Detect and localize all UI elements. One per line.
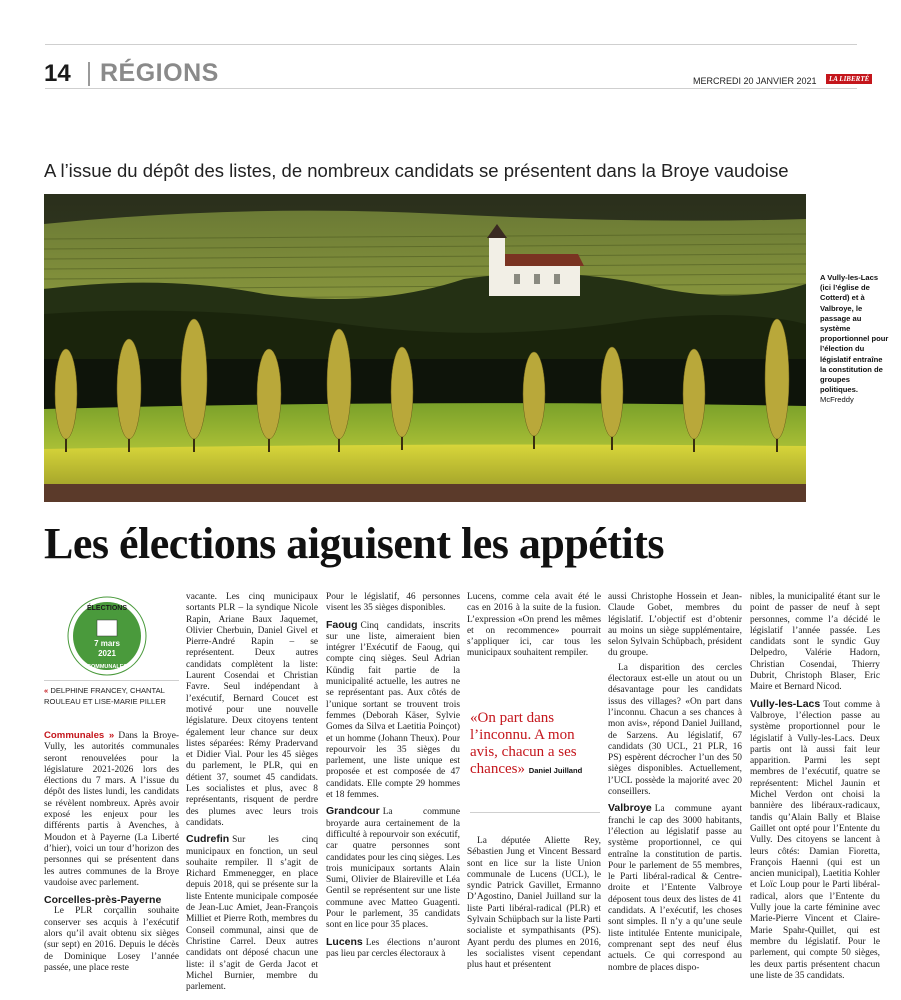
- pull-quote: [470, 710, 600, 779]
- pull-quote-author: Daniel Juilland: [528, 766, 583, 775]
- brand-logo: LA LIBERTÉ: [826, 74, 872, 84]
- caption-text: A Vully-les-Lacs (ici l’église de Cotterd) et à Valbroye, le passage au système proportionnel pour l’élection du législatif entraîne la constitution de groupes politiques.: [820, 273, 889, 395]
- badge-bottom-text: COMMUNALES: [86, 664, 128, 670]
- subhead-valbroye: Valbroye: [608, 802, 652, 815]
- paragraph-lucens-cont: Lucens, comme cela avait été le cas en 2016 à la suite de la fusion. L’expression «On prend les mêmes et on recommence» pourrait s’appliquer ici, car tous les municipaux souhaitent rempiler.: [467, 592, 601, 659]
- photo-caption: [820, 273, 890, 406]
- paragraph-faoug: Cinq candidats, inscrits sur une liste, aimeraient bien intégrer l’Exécutif de Faoug, qui compte cinq sièges. Seul Adrian Kündig fait partie de la municipalité actuelle, les autres ne se représentant pas. Aux côtés de l’unique sortant se trouvent trois femmes (Deborah Käser, Sylvie Gomes da Silva et Laetitia Poinçot) et un homme (Johann Theux). Pour repourvoir les 35 sièges du parlement, une liste unique est proposée et est composée de 47 candidats. Elle compte 29 hommes et 18 femmes.: [326, 620, 460, 801]
- top-rule: [45, 44, 857, 45]
- paragraph-cudrefin-cont: Pour le législatif, 46 personnes visent les 35 sièges disponibles.: [326, 592, 460, 614]
- byline-arrows: «: [44, 686, 49, 695]
- subhead-corcelles: Corcelles-près-Payerne: [44, 894, 162, 907]
- landscape-illustration: [44, 194, 806, 502]
- paragraph-lucens-candidates: La députée Aliette Rey, Sébastien Jung et Vincent Bessard sont en lice sur la liste Union communale de Lucens (UCL), le syndic Patrick Gavillet, Ermanno D’Agostino, Daniel Juilland sur la liste Parti libéral-radical (PLR) et Sylvain Schüpbach sur la liste Parti socialiste et sympathisants (PS). Ayant perdu des plumes en 2016, les socialistes visent cependant plus haut et présentent: [467, 836, 601, 971]
- badge-top-text: ÉLECTIONS: [86, 605, 128, 612]
- issue-date: MERCREDI 20 JANVIER 2021: [693, 76, 817, 86]
- elections-badge: [67, 596, 147, 676]
- article-byline: [44, 686, 179, 707]
- pull-quote-text: «On part dans l’inconnu. A mon avis, chacun a ses chances»: [470, 710, 577, 777]
- lead-label: Communales »: [44, 730, 115, 741]
- lead-paragraph: Dans la Broye-Vully, les autorités communales seront renouvelées pour la législature 2021-2026 lors des élections du 7 mars. A l’issue du dépôt des listes lundi, les candidats se révèlent nombreux. Après avoir exposé les enjeux pour les différents partis à Avenches, à Moudon et à Payerne (La Liberté d’hier), voici un tour d’horizon des personnes qui se présentent dans les autres communes de la Broye vaudoise avec parlement.: [44, 731, 179, 888]
- article-headline: Les élections aiguisent les appétits: [44, 519, 664, 568]
- paragraph-corcelles-cont: vacante. Les cinq municipaux sortants PLR – la syndique Nicole Rapin, Ariane Baux Jaquemet, Olivier Cherbuin, Daniel Givel et Pierre-André Rapin – se représentent. Deux autres candidats complètent la liste: Laurent Cosendai et Christian Favre. Seul indépendant à l’exécutif, Bernard Coucet est motivé pour une nouvelle législature. Deux citoyens tentent également leur chance sur deux listes séparées: Rémy Pradervand et Didier Vial. Pour les 45 sièges du parlement, le PLR, qui en détient 37, soumet 45 candidats. Les socialistes et plus, avec 8 représentants, risquent de perdre des plumes avec leurs trois candidats.: [186, 592, 318, 828]
- section-title: RÉGIONS: [100, 59, 219, 87]
- paragraph-cudrefin: Sur les cinq municipaux en fonction, un seul souhaite rempiler. Il s’agit de Richard Emmenegger, en place depuis 2018, qui se présente sur la liste Entente municipale composée de Jean-Luc Amiet, Jean-François Milliet et Pierre Roth, membres du Conseil communal, ainsi que de Christine Carrel. Deux autres candidats ont déposé chacun une liste: il s’agit de Gerda Jacot et Michel Burnier, membre du parlement.: [186, 835, 318, 993]
- paragraph-grandcour: La commune broyarde aura certainement de la difficulté à repourvoir son exécutif, car quatre personnes sont candidates pour les cinq sièges. Les trois municipaux sortants Alain Sumi, Olivier de Blaireville et Léa Gentil se représentent sur une liste commune avec Matteo Guagenti. Pour le parlement, 35 candidats sont en lice pour 35 places.: [326, 807, 460, 931]
- article-column-3: [326, 592, 460, 960]
- subhead-cudrefin: Cudrefin: [186, 833, 230, 846]
- subhead-grandcour: Grandcour: [326, 805, 380, 818]
- subhead-faoug: Faoug: [326, 618, 358, 631]
- section-divider: [88, 62, 90, 86]
- article-column-2: [186, 592, 318, 993]
- photo-credit: McFreddy: [820, 395, 854, 405]
- article-column-5: [608, 592, 742, 974]
- badge-date-line1: 7 mars: [94, 639, 120, 648]
- article-column-4: [467, 592, 601, 660]
- quote-rule: [470, 812, 600, 813]
- badge-date-line2: 2021: [98, 649, 116, 658]
- subhead-vully: Vully-les-Lacs: [750, 697, 821, 710]
- paragraph-corcelles: Le PLR corçallin souhaite conserver ses acquis à l’exécutif alors qu’il avait obtenu six sièges (sur sept) en 2016. Depuis le décès de Dominique Losey l’année passée, une place reste: [44, 906, 179, 973]
- byline-authors: DELPHINE FRANCEY, CHANTAL ROULEAU ET LISE-MARIE PILLER: [44, 686, 166, 706]
- byline-rule: [44, 680, 179, 681]
- paragraph-lucens-ps: aussi Christophe Hossein et Jean-Claude Gobet, membres du législatif. L’objectif est d’obtenir au moins un siège supplémentaire, selon Sylvain Schüpbach, président du groupe.: [608, 592, 742, 659]
- article-column-1: [44, 730, 179, 974]
- paragraph-valbroye: La commune ayant franchi le cap des 3000 habitants, l’élection au législatif passe au système proportionnel, ce qui entraîne la constitution de partis. Pour le parlement de 55 membres, le Parti libéral-radical & Centre-droite et l’Entente Valbroye déposent tous deux des listes de 41 candidats. A l’exécutif, les choses sont simples. Il n’y a qu’une seule liste intitulée Entente municipale, comprenant sept des neuf élus actuels. Ce qui correspond au nombre de places dispo-: [608, 804, 742, 973]
- paragraph-lucens-cercles: La disparition des cercles électoraux est-elle un atout ou un désavantage pour les candidats issus des villages? «On part dans l’inconnu. Chacun a ses chances à mon avis», répond Daniel Juilland, de Sarzens. Au législatif, 67 candidats (30 UCL, 21 PLR, 16 PS) espèrent décrocher l’un des 50 sièges disponibles. Actuellement, l’UCL possède la majorité avec 20 conseillers.: [608, 662, 742, 798]
- page-number: 14: [44, 60, 71, 87]
- paragraph-vully: Tout comme à Valbroye, l’élection passe au système proportionnel pour le législatif à Vully-les-Lacs. Deux partis ont là aussi fait leur apparition. Parmi les sept membres de l’exécutif, quatre se représentent: Michel Jaunin et Michel Verdon ont choisi la bannière des libéraux-radicaux, tandis qu’Alain Bally et Blaise Gaillet ont opté pour l’Entente du Vully. Des citoyens se lancent à leurs côtés: Damian Fioretta, François Haenni (qui est un ancien municipal), Laetitia Kohler et Loïc Loup pour le Parti libéral-radical, alors que l’Entente du Vully joue la carte féminine avec Marie-Pierre Vincent et Claire-Marie Spahr-Quillet, qui est membre du législatif. Pour le parlement, qui compte 50 sièges, les deux partis présentent chacun une liste de 35 candidats.: [750, 699, 880, 981]
- paragraph-lucens: Les élections n’auront pas lieu par cercles électoraux à: [326, 937, 460, 959]
- article-column-4b: [467, 836, 601, 972]
- header-rule: [45, 88, 857, 89]
- subhead-lucens: Lucens: [326, 935, 363, 948]
- paragraph-valbroye-cont: nibles, la municipalité étant sur le point de passer de neuf à sept personnes, comme l’a décidé le législatif l’année passée. Les candidats sont le syndic Guy Delpedro, Valérie Hadorn, Christian Cosendai, Thierry Dubrit, Christoph Blaser, Eric Maire et Bernard Nicod.: [750, 592, 880, 693]
- article-photo: [44, 194, 806, 502]
- article-column-6: [750, 592, 880, 982]
- article-kicker: A l’issue du dépôt des listes, de nombreux candidats se présentent dans la Broye vaudoise: [44, 160, 789, 181]
